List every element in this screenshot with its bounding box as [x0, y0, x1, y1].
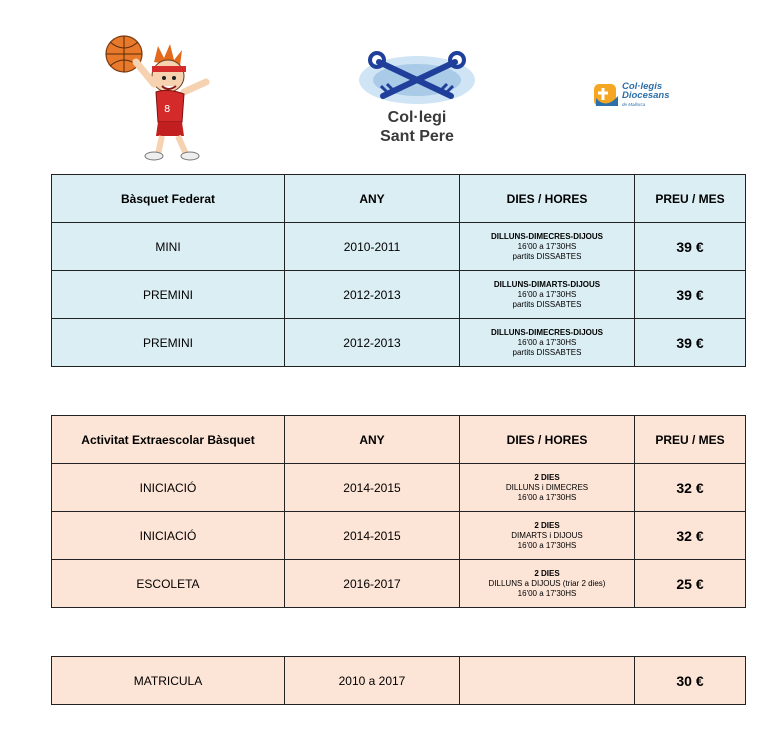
dioc-name-line3: de Mallorca — [622, 102, 646, 107]
activity-price: 39 € — [635, 319, 746, 367]
activity-price: 39 € — [635, 271, 746, 319]
activity-schedule: 2 DIES DILLUNS a DIJOUS (triar 2 dies) 16'00 a 17'30HS — [460, 560, 635, 608]
activity-price: 32 € — [635, 464, 746, 512]
activity-name: ESCOLETA — [52, 560, 285, 608]
table-row — [52, 223, 746, 271]
header-year: ANY — [285, 416, 460, 464]
activity-year: 2014-2015 — [285, 512, 460, 560]
header-schedule: DIES / HORES — [460, 175, 635, 223]
activity-schedule: DILLUNS-DIMECRES-DIJOUS 16'00 a 17'30HS partits DISSABTES — [460, 319, 635, 367]
activity-name: PREMINI — [52, 271, 285, 319]
matricula-price: 30 € — [635, 657, 746, 705]
table-row — [52, 319, 746, 367]
header-activity: Activitat Extraescolar Bàsquet — [52, 416, 285, 464]
activity-name: MINI — [52, 223, 285, 271]
activity-year: 2012-2013 — [285, 319, 460, 367]
table-row — [52, 657, 746, 705]
school-logo — [352, 50, 482, 155]
federat-table — [51, 174, 746, 367]
activity-year: 2012-2013 — [285, 271, 460, 319]
matricula-schedule — [460, 657, 635, 705]
matricula-year: 2010 a 2017 — [285, 657, 460, 705]
activity-price: 25 € — [635, 560, 746, 608]
table-header-row — [52, 416, 746, 464]
table-row — [52, 271, 746, 319]
dioc-name-line2: Diocesans — [622, 90, 670, 101]
header-price: PREU / MES — [635, 175, 746, 223]
table-row — [52, 464, 746, 512]
table-row — [52, 560, 746, 608]
header-price: PREU / MES — [635, 416, 746, 464]
diocesan-cross-icon — [592, 80, 620, 110]
header-schedule: DIES / HORES — [460, 416, 635, 464]
activity-price: 39 € — [635, 223, 746, 271]
basketball-player-mascot-icon — [98, 32, 218, 162]
header-activity: Bàsquet Federat — [52, 175, 285, 223]
page-header — [0, 0, 784, 175]
svg-text:8: 8 — [164, 104, 171, 115]
diocesan-schools-logo — [592, 80, 692, 120]
header-year: ANY — [285, 175, 460, 223]
table-header-row — [52, 175, 746, 223]
activity-schedule: DILLUNS-DIMARTS-DIJOUS 16'00 a 17'30HS partits DISSABTES — [460, 271, 635, 319]
table-row — [52, 512, 746, 560]
activity-year: 2014-2015 — [285, 464, 460, 512]
activity-schedule: DILLUNS-DIMECRES-DIJOUS 16'00 a 17'30HS partits DISSABTES — [460, 223, 635, 271]
extraescolar-table — [51, 415, 746, 608]
school-name-line2: Sant Pere — [380, 128, 454, 145]
activity-name: PREMINI — [52, 319, 285, 367]
activity-name: INICIACIÓ — [52, 512, 285, 560]
crossed-keys-icon — [355, 50, 479, 108]
activity-name: INICIACIÓ — [52, 464, 285, 512]
dioc-name-line1: Col·legis — [622, 81, 663, 92]
school-name-line1: Col·legi — [387, 109, 447, 126]
matricula-name: MATRICULA — [52, 657, 285, 705]
activity-schedule: 2 DIES DIMARTS i DIJOUS 16'00 a 17'30HS — [460, 512, 635, 560]
matricula-table — [51, 656, 746, 705]
activity-year: 2010-2011 — [285, 223, 460, 271]
activity-schedule: 2 DIES DILLUNS i DIMECRES 16'00 a 17'30HS — [460, 464, 635, 512]
activity-price: 32 € — [635, 512, 746, 560]
activity-year: 2016-2017 — [285, 560, 460, 608]
